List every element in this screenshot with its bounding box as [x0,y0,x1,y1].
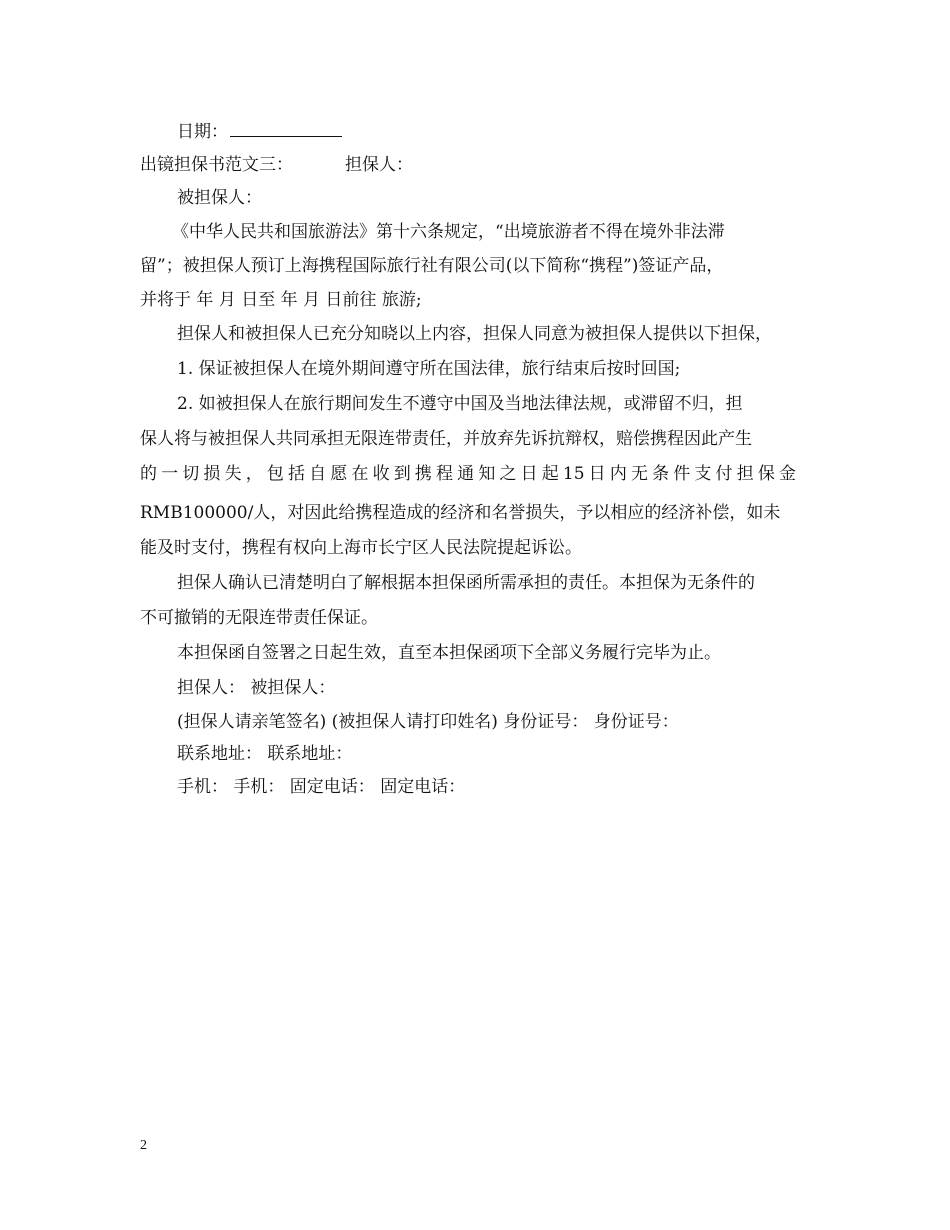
signature-labels-text: 担保人： 被担保人： [177,678,336,698]
item2-line2 [140,431,752,448]
para3-line2 [140,610,378,627]
phone-line [177,779,465,796]
item2-line5 [140,540,582,557]
para1-line3-text: 并将于 年 月 日至 年 月 日前往 旅游; [140,290,422,310]
signature-note-text: (担保人请亲笔签名) (被担保人请打印姓名) 身份证号： 身份证号： [177,712,679,732]
address-line-text: 联系地址： 联系地址： [177,744,353,764]
heading-line [140,157,293,174]
para2-text: 担保人和被担保人已充分知晓以上内容，担保人同意为被担保人提供以下担保， [177,324,772,344]
item1-text: 1. 保证被担保人在境外期间遵守所在国法律，旅行结束后按时回国; [177,359,681,379]
item2-line4 [140,505,780,522]
guarantor-heading [345,157,413,174]
para2 [177,326,772,343]
item2-line4-text: RMB100000/人，对因此给携程造成的经济和名誉损失，予以相应的经济补偿，如未 [140,503,781,523]
para1-line1 [172,224,725,241]
signature-note [177,714,679,731]
guaranteed-line [177,190,262,207]
item2-line1 [177,396,743,413]
item1 [177,361,680,378]
para1-line2-text: 留”；被担保人预订上海携程国际旅行社有限公司(以下简称“携程”)签证产品， [140,256,724,276]
guarantor-label: 担保人： [345,155,413,175]
para3-line1-text: 担保人确认已清楚明白了解根据本担保函所需承担的责任。本担保为无条件的 [177,573,755,593]
para3-line2-text: 不可撤销的无限连带责任保证。 [140,608,378,628]
para4-text: 本担保函自签署之日起生效，直至本担保函项下全部义务履行完毕为止。 [177,643,721,663]
item2-line3 [140,466,796,483]
page-number: 2 [140,1138,147,1153]
date-line [177,124,342,141]
phone-line-text: 手机： 手机： 固定电话： 固定电话： [177,777,466,797]
item2-line5-text: 能及时支付，携程有权向上海市长宁区人民法院提起诉讼。 [140,538,582,558]
para3-line1 [177,575,755,592]
item2-line2-text: 保人将与被担保人共同承担无限连带责任，并放弃先诉抗辩权，赔偿携程因此产生 [140,429,752,449]
address-line [177,746,352,763]
item2-line3-text: 的一切损失，包括自愿在收到携程通知之日起15日内无条件支付担保金 [140,464,796,484]
date-label: 日期： [177,122,228,142]
item2-line1-text: 2. 如被担保人在旅行期间发生不遵守中国及当地法律法规，或滞留不归，担 [177,394,743,414]
guaranteed-label: 被担保人： [177,188,262,208]
signature-labels [177,680,335,697]
para1-line3 [140,292,422,309]
date-blank [230,135,342,137]
para4 [177,645,721,662]
document-heading: 出镜担保书范文三： [140,155,293,175]
para1-line1-text: 《中华人民共和国旅游法》第十六条规定，“出境旅游者不得在境外非法滞 [172,222,725,242]
para1-line2 [140,258,723,275]
